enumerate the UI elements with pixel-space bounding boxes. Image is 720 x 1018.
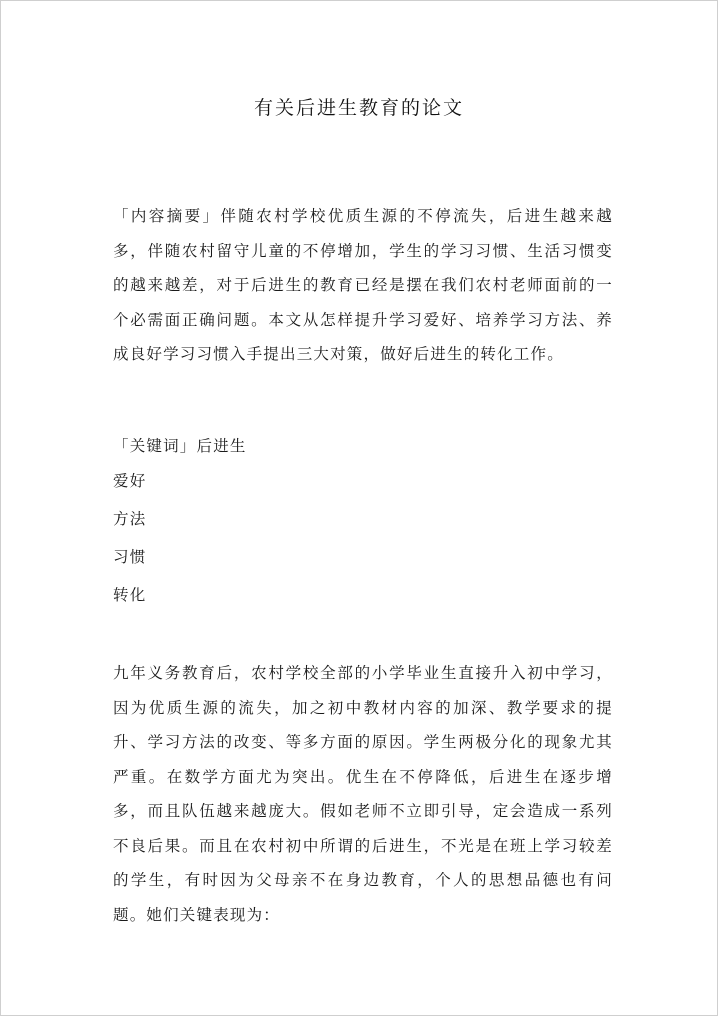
keyword-item: 方法 — [113, 510, 147, 528]
document-title: 有关后进生教育的论文 — [253, 97, 464, 119]
keyword-item: 转化 — [113, 586, 147, 604]
abstract-paragraph: 「内容摘要」伴随农村学校优质生源的不停流失，后进生越来越多，伴随农村留守儿童的不停增加，学生的学习习惯、生活习惯变的越来越差，对于后进生的教育已经是摆在我们农村老师面前的一个必需面正确问题。本文从怎样提升学习爱好、培养学习方法、养成良好学习习惯入手提出三大对策，做好后进生的转化工作。 — [113, 207, 613, 363]
keywords-label: 「关键词」后进生 — [113, 437, 247, 455]
keyword-item: 习惯 — [113, 548, 147, 566]
body-paragraph: 九年义务教育后，农村学校全部的小学毕业生直接升入初中学习，因为优质生源的流失，加之初中教材内容的加深、教学要求的提升、学习方法的改变、等多方面的原因。学生两极分化的现象尤其严重。在数学方面尤为突出。优生在不停降低，后进生在逐步增多，而且队伍越来越庞大。假如老师不立即引导，定会造成一系列不良后果。而且在农村初中所谓的后进生，不光是在班上学习较差的学生，有时因为父母亲不在身边教育，个人的思想品德也有问题。她们关键表现为： — [113, 664, 613, 924]
keyword-item: 爱好 — [113, 472, 147, 490]
